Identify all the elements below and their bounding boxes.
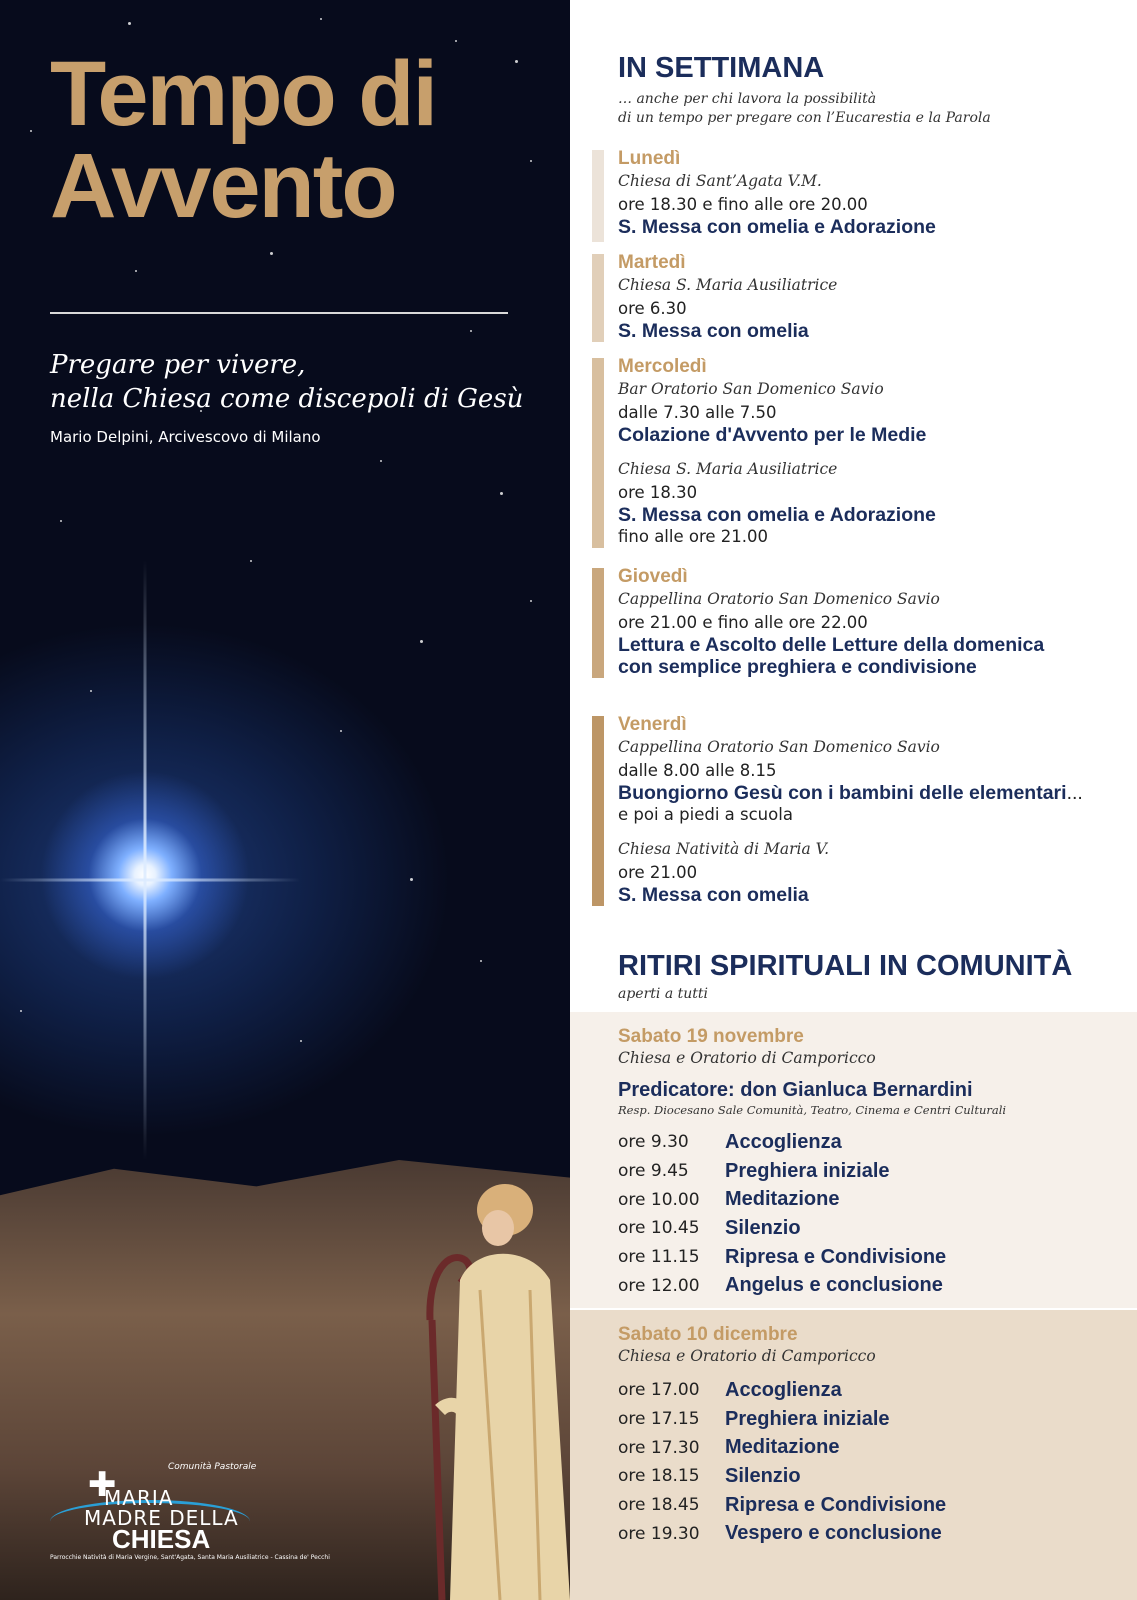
- schedule-panel: [570, 0, 1137, 1600]
- retreat-preacher: Predicatore: don Gianluca Bernardini: [618, 1079, 973, 1101]
- schedule-activity: Angelus e conclusione: [725, 1274, 943, 1297]
- schedule-time: ore 11.15: [618, 1247, 700, 1268]
- schedule-row: [618, 1243, 1137, 1272]
- poster-title: [50, 43, 530, 237]
- schedule-row: [618, 1376, 1137, 1405]
- schedule-row: [618, 1405, 1137, 1434]
- schedule-row: [618, 1214, 1137, 1243]
- schedule-row: [618, 1433, 1137, 1462]
- schedule-row: [618, 1519, 1137, 1548]
- day-place: Chiesa S. Maria Ausiliatrice: [618, 276, 838, 294]
- day-place: Bar Oratorio San Domenico Savio: [618, 380, 884, 398]
- day-activity-line-1: Lettura e Ascolto delle Letture della domenica: [618, 634, 1045, 656]
- retreat-december: [570, 1310, 1137, 1600]
- logo-line-1: MARIA: [104, 1486, 174, 1510]
- day-place-2: Chiesa Natività di Maria V.: [618, 840, 830, 858]
- week-subtitle: [618, 90, 991, 128]
- schedule-row: [618, 1185, 1137, 1214]
- day-activity-suffix: ...: [1066, 782, 1083, 804]
- day-name: Giovedì: [618, 566, 688, 587]
- schedule-time: ore 10.00: [618, 1189, 700, 1210]
- schedule-activity: Accoglienza: [725, 1378, 842, 1401]
- retreat-schedule: [618, 1376, 1137, 1548]
- schedule-time: ore 17.00: [618, 1380, 700, 1401]
- day-activity-2: S. Messa con omelia: [618, 884, 809, 906]
- schedule-time: ore 10.45: [618, 1218, 700, 1239]
- schedule-activity: Ripresa e Condivisione: [725, 1245, 947, 1268]
- day-time: ore 18.30 e fino alle ore 20.00: [618, 195, 868, 214]
- cross-icon: ✚: [88, 1465, 117, 1505]
- shepherd-illustration: [420, 1150, 570, 1600]
- schedule-row: [618, 1271, 1137, 1300]
- day-name: Martedì: [618, 252, 686, 273]
- day-time: dalle 7.30 alle 7.50: [618, 403, 777, 422]
- schedule-time: ore 17.30: [618, 1437, 700, 1458]
- logo-small-text: Comunità Pastorale: [168, 1462, 257, 1472]
- retreat-location: Chiesa e Oratorio di Camporicco: [618, 1049, 876, 1067]
- retreat-november: [570, 1012, 1137, 1308]
- day-name: Venerdì: [618, 714, 687, 735]
- schedule-time: ore 9.45: [618, 1161, 689, 1182]
- quote-line-1: Pregare per vivere,: [50, 350, 306, 380]
- day-bar: [592, 358, 604, 548]
- day-bar: [592, 716, 604, 906]
- schedule-row: [618, 1128, 1137, 1157]
- schedule-row: [618, 1491, 1137, 1520]
- retreat-schedule: [618, 1128, 1137, 1300]
- day-activity: Colazione d'Avvento per le Medie: [618, 424, 927, 446]
- day-name: Mercoledì: [618, 356, 707, 377]
- week-subtitle-line-1: … anche per chi lavora la possibilità: [618, 91, 877, 107]
- day-activity: S. Messa con omelia e Adorazione: [618, 216, 936, 238]
- day-place: Cappellina Oratorio San Domenico Savio: [618, 738, 940, 756]
- day-note: e poi a piedi a scuola: [618, 805, 793, 824]
- retreat-preacher-role: Resp. Diocesano Sale Comunità, Teatro, Cinema e Centri Culturali: [618, 1103, 1007, 1117]
- day-time: ore 6.30: [618, 299, 687, 318]
- day-bar: [592, 568, 604, 678]
- schedule-time: ore 17.15: [618, 1409, 700, 1430]
- schedule-time: ore 12.00: [618, 1275, 700, 1296]
- star-ray-vertical: [144, 560, 147, 1160]
- schedule-activity: Silenzio: [725, 1464, 801, 1487]
- retreat-date: Sabato 19 novembre: [618, 1026, 804, 1047]
- day-activity: [618, 782, 1137, 804]
- retreats-subtitle: aperti a tutti: [618, 986, 709, 1002]
- schedule-row: [618, 1462, 1137, 1491]
- title-line-2: Avvento: [50, 135, 396, 237]
- day-friday: [592, 714, 1137, 906]
- schedule-row: [618, 1157, 1137, 1186]
- day-activity-2: S. Messa con omelia e Adorazione: [618, 504, 936, 526]
- schedule-activity: Accoglienza: [725, 1130, 842, 1153]
- day-wednesday: [592, 356, 1137, 548]
- day-thursday: [592, 566, 1137, 678]
- title-divider: [50, 312, 508, 314]
- day-activity-line-2: con semplice preghiera e condivisione: [618, 656, 977, 678]
- title-line-1: Tempo di: [50, 43, 437, 145]
- day-time: ore 21.00 e fino alle ore 22.00: [618, 613, 868, 632]
- day-place: Chiesa di Sant’Agata V.M.: [618, 172, 822, 190]
- schedule-activity: Ripresa e Condivisione: [725, 1493, 947, 1516]
- week-heading: IN SETTIMANA: [618, 52, 825, 84]
- logo-parishes: Parrocchie Natività di Maria Vergine, Sant'Agata, Santa Maria Ausiliatrice - Cassina de' Pecchi: [50, 1554, 330, 1561]
- day-time-2: ore 21.00: [618, 863, 698, 882]
- schedule-time: ore 18.45: [618, 1495, 700, 1516]
- day-activity: S. Messa con omelia: [618, 320, 809, 342]
- day-place: Cappellina Oratorio San Domenico Savio: [618, 590, 940, 608]
- retreats-heading: RITIRI SPIRITUALI IN COMUNITÀ: [618, 950, 1073, 982]
- day-bar: [592, 254, 604, 342]
- logo-line-3: CHIESA: [112, 1524, 211, 1554]
- day-note-2: fino alle ore 21.00: [618, 527, 769, 546]
- schedule-activity: Meditazione: [725, 1436, 840, 1459]
- parish-logo: [50, 1462, 330, 1562]
- day-bar: [592, 150, 604, 242]
- schedule-activity: Meditazione: [725, 1188, 840, 1211]
- schedule-activity: Silenzio: [725, 1216, 801, 1239]
- schedule-time: ore 19.30: [618, 1523, 700, 1544]
- day-place-2: Chiesa S. Maria Ausiliatrice: [618, 460, 838, 478]
- schedule-activity: Vespero e conclusione: [725, 1522, 942, 1545]
- day-time-2: ore 18.30: [618, 483, 698, 502]
- week-subtitle-line-2: di un tempo per pregare con l’Eucarestia e la Parola: [618, 110, 991, 126]
- logo-line-2: MADRE DELLA: [84, 1506, 239, 1530]
- day-name: Lunedì: [618, 148, 681, 169]
- quote: [50, 348, 550, 416]
- schedule-time: ore 18.15: [618, 1466, 700, 1487]
- day-monday: [592, 148, 1137, 238]
- quote-author: Mario Delpini, Arcivescovo di Milano: [50, 428, 321, 446]
- schedule-time: ore 9.30: [618, 1132, 689, 1153]
- schedule-activity: Preghiera iniziale: [725, 1407, 890, 1430]
- quote-line-2: nella Chiesa come discepoli di Gesù: [50, 384, 524, 414]
- star-ray-horizontal: [0, 879, 300, 882]
- day-time: dalle 8.00 alle 8.15: [618, 761, 777, 780]
- day-activity-text: Buongiorno Gesù con i bambini delle elementari: [618, 782, 1067, 804]
- day-tuesday: [592, 252, 1137, 342]
- retreat-location: Chiesa e Oratorio di Camporicco: [618, 1347, 876, 1365]
- schedule-activity: Preghiera iniziale: [725, 1159, 890, 1182]
- retreat-date: Sabato 10 dicembre: [618, 1324, 798, 1345]
